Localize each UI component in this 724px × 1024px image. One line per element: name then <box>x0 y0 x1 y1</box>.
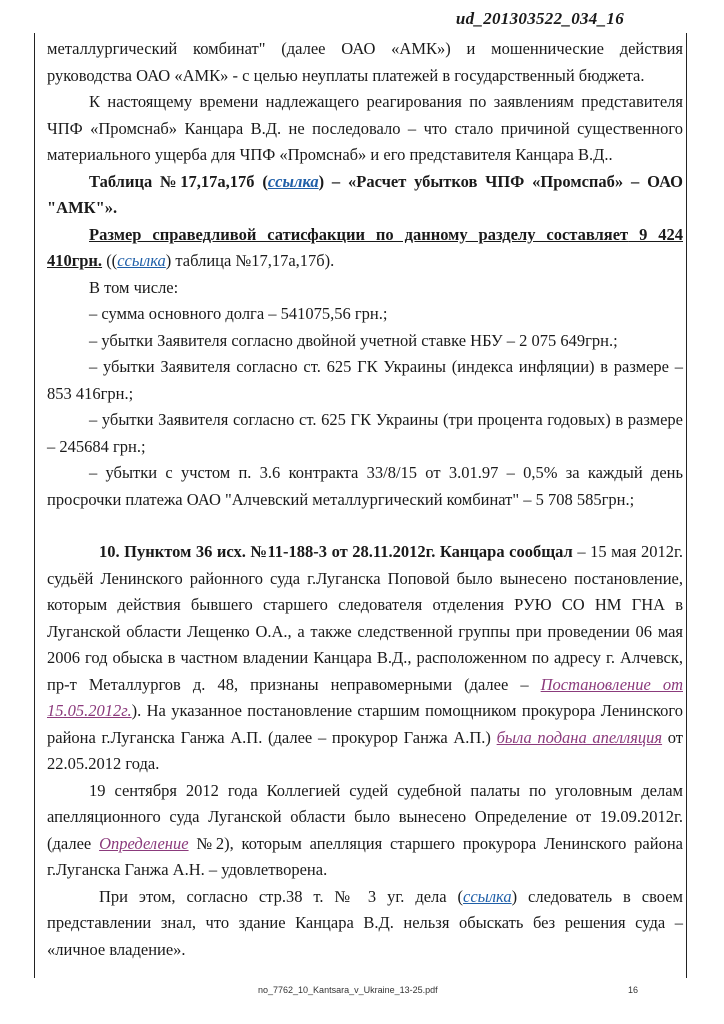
list-item: – убытки Заявителя согласно ст. 625 ГК Украины (индекса инфляции) в размере – 853 416грн.; <box>47 357 683 403</box>
list-item: – сумма основного долга – 541075,56 грн.; <box>89 304 388 323</box>
table-link[interactable]: ссылка <box>267 171 319 191</box>
paragraph-continuation: металлургический комбинат" (далее ОАО «АМК») и мошеннические действия руководства ОАО «АМК» - с целью неуплаты платежей в государственный бюджета. <box>47 39 683 85</box>
paragraph-table-title: Таблица №17,17а,17б (ссылка) – «Расчет убытков ЧПФ «Промспаб» – ОАО "АМК"». <box>47 171 684 217</box>
appeal-link[interactable]: была подана апелляция <box>496 727 663 747</box>
determination-link[interactable]: Определение <box>99 833 189 853</box>
list-item: – убытки Заявителя согласно ст. 625 ГК Украины (три процента годовых) в размере – 245684 грн.; <box>47 410 683 456</box>
paragraph-no-response: К настоящему времени надлежащего реагирования по заявлениям представителя ЧПФ «Промснаб» Канцара В.Д. не последовало – что стало причиной существенного материального ущерба для ЧПФ «Промснаб» и его представителя Канцара В.Д.. <box>47 92 683 164</box>
paragraph-gap <box>47 513 683 539</box>
paragraph-investigator: При этом, согласно стр.38 т. № 3 уг. дела (ссылка) следователь в своем представлении знал, что здание Канцара В.Д. нельзя обыскать без решения суда – «личное владение». <box>47 886 683 959</box>
footer-filename: no_7762_10_Kantsara_v_Ukraine_13-25.pdf <box>258 985 438 995</box>
document-body <box>47 36 683 963</box>
satisfaction-link[interactable]: ссылка <box>117 251 166 270</box>
ruling-link[interactable]: Постановление от 15.05.2012г. <box>47 674 683 720</box>
list-item: – убытки Заявителя согласно двойной учетной ставке НБУ – 2 075 649грн.; <box>89 330 618 350</box>
case-file-link[interactable]: ссылка <box>463 886 512 906</box>
paragraph-determination: 19 сентября 2012 года Коллегией судей судебной палаты по уголовным делам апелляционного суда Луганской области было вынесено Определение от 19.09.2012г. (далее Определение №2), которым апелляция старшего прокурора Ленинского района г.Луганска Ганжа А.Н. – удовлетворена. <box>47 780 683 879</box>
document-id-header: ud_201303522_034_16 <box>455 9 624 28</box>
paragraph-satisfaction: Размер справедливой сатисфакции по данному разделу составляет 9 424 410грн. ((ссылка) таблица №17,17а,17б). <box>47 224 684 270</box>
paragraph-point-10: 10. Пунктом 36 исх. №11-188-3 от 28.11.2012г. Канцара сообщал – 15 мая 2012г. судьёй Ленинского районного суда г.Луганска Поповой было вынесено постановление, которым действия бывшего старшего следователя отделения РУЮ СО НМ ГНА в Луганской области Лещенко О.А., а также следственной группы при проведении 06 мая 2006 год обыска в частном владении Канцара В.Д., расположенном по адресу г. Алчевск, пр-т Металлургов д. 48, признаны неправомерными (далее – Постановление от 15.05.2012г.). На указанное постановление старшим помощником прокурора Ленинского района г.Луганска Ганжа А.П. (далее – прокурор Ганжа А.П.) была подана апелляция от 22.05.2012 года. <box>47 542 684 773</box>
paragraph-including: В том числе: <box>89 277 179 297</box>
page-number: 16 <box>628 985 639 995</box>
list-item: – убытки с учстом п. 3.6 контракта 33/8/15 от 3.01.97 – 0,5% за каждый день просрочки платежа ОАО "Алчевский металлургический комбинат" – 5 708 585грн.; <box>47 463 683 509</box>
